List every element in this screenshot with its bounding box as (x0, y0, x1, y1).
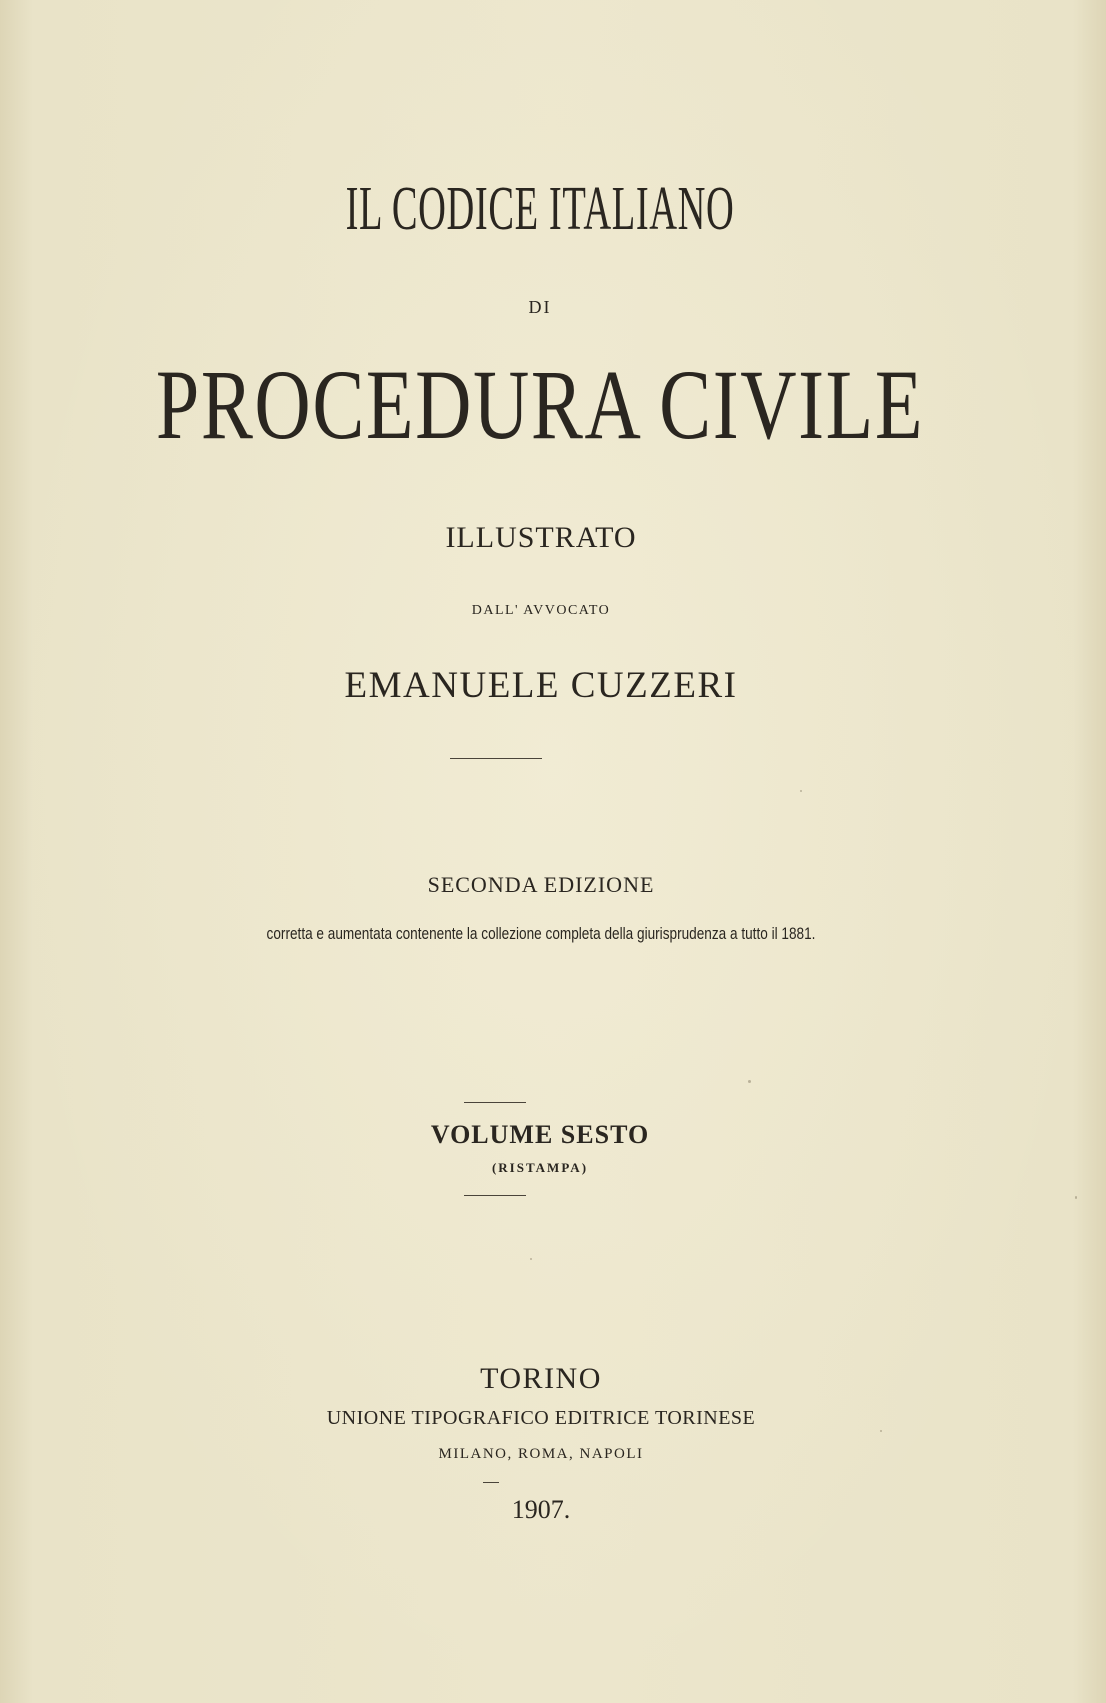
illustrated-label: ILLUSTRATO (445, 521, 637, 554)
divider-rule (464, 1102, 526, 1103)
paper-speck (748, 1080, 751, 1083)
title-line-2: PROCEDURA CIVILE (155, 349, 925, 460)
edition-note: corretta e aumentata contenente la collezione completa della giurisprudenza a tutto il 1881. (266, 924, 816, 943)
divider-rule (450, 758, 542, 759)
paper-speck (1075, 1196, 1077, 1199)
divider-rule (464, 1195, 526, 1196)
publisher-cities: MILANO, ROMA, NAPOLI (438, 1446, 644, 1462)
paper-speck (880, 1430, 882, 1432)
title-connector: DI (528, 297, 552, 317)
publication-year: 1907. (511, 1495, 571, 1524)
author-name: EMANUELE CUZZERI (344, 665, 738, 706)
volume-label: VOLUME SESTO (430, 1120, 650, 1149)
by-lawyer-label: DALL' AVVOCATO (471, 603, 611, 618)
paper-speck (800, 790, 802, 792)
paper-speck (530, 1258, 532, 1260)
title-line-1: IL CODICE ITALIANO (345, 175, 735, 243)
publisher-name: UNIONE TIPOGRAFICO EDITRICE TORINESE (326, 1407, 756, 1429)
city-label: TORINO (480, 1362, 602, 1395)
edition-label: SECONDA EDIZIONE (427, 872, 655, 897)
divider-rule (483, 1482, 499, 1483)
reprint-label: (RISTAMPA) (491, 1160, 589, 1175)
